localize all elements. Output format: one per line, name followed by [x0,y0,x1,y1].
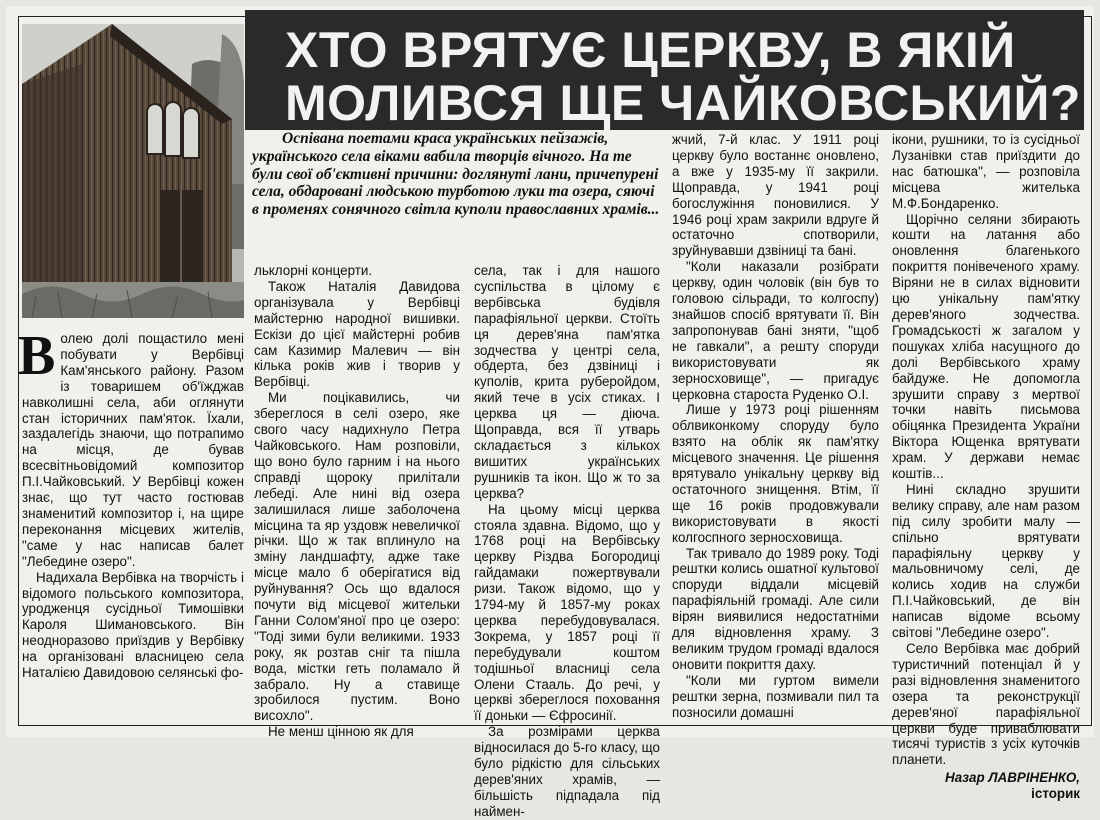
column-2-paragraph-1: льклорні концерти. [254,263,373,278]
column-3-paragraph-3: За розмірами церква відносилася до 5-го класу, що було рідкістю для сільських дерев'яних храмів, — більшість підпадала під наймен- [474,724,660,819]
column-2-paragraph-3: Ми поцікавились, чи збереглося в селі озеро, яке свого часу надихнуло Петра Чайковського. Нам розповіли, що воно було гарним і на нього справді щороку прилітали лебеді. Але нині від озера залишилася лише заболочена місцина та яр уздовж невеличкої річки. Що ж так вплинуло на зміну ландшафту, адже таке місце мало б оберігатися від руйнування? Ось що вдалося почути від місцевої жительки Ганни Солом'яної про це озеро: "Тоді зими були великими. 1933 року, як розтав сніг та пішла вода, містки геть поламало й забрало. Ну а ставище зробилося пустим. Воно висохло". [254,390,460,724]
wooden-church-photo [22,24,244,318]
column-4-paragraph-5: "Коли ми гуртом вимели рештки зерна, позмивали пил та позносили домашні [672,672,879,720]
column-4-paragraph-2: "Коли наказали розібрати церкву, один чоловік (він був то головою сільради, то колгоспу) знайшов спосіб врятувати її. Він запропонував бані зняти, "щоб не гавкали", а решту споруди використовувати як зерносховище", — пригадує церковна староста Руденко О.І. [672,259,879,402]
column-4-paragraph-3: Лише у 1973 році рішенням облвиконкому споруду було взято на облік як пам'ятку місцевого значення. Це рішення врятувало унікальну церкву від остаточного знищення. Втім, її ще 16 років продовжували використовувати в якості колгоспного зерносховища. [672,402,879,545]
drop-cap: В [18,325,56,387]
column-5-paragraph-1: ікони, рушники, то із сусідньої Лузанівки став приїздити до нас батюшка", — розповіла місцева жителька М.Ф.Бондаренко. [892,132,1080,211]
column-3 [474,263,660,820]
column-4 [672,132,879,721]
headline-line-1: ХТО ВРЯТУЄ ЦЕРКВУ, В ЯКІЙ [285,22,1016,78]
column-5-paragraph-2: Щорічно селяни збирають кошти на латання або оновлення благенького покриття понівеченого храму. Віряни не в силах відновити цю унікальну пам'ятку дерев'яного зодчества. Громадськості ж загалом у пошуках хліба насущного до долі Вербівського храму байдуже. Не допомогла зрушити справу з мертвої точки навіть письмова обіцянка Президента України Віктора Ющенка врятувати храм. У держави немає коштів... [892,211,1080,482]
column-5 [892,132,1080,801]
headline-line-2: МОЛИВСЯ ЩЕ ЧАЙКОВСЬКИЙ? [285,75,1081,131]
column-4-paragraph-4: Так тривало до 1989 року. Тоді рештки колись ошатної культової споруди віддали місцевій парафіяльній громаді. Але сили вірян виявилися недостатніми для відновлення храму. З великим трудом громаді вдалося оновити покриття даху. [672,545,879,672]
author-title: історик [1031,786,1080,802]
column-5-paragraph-4: Село Вербівка має добрий туристичний потенціал й у разі відновлення знаменитого озера та реконструкції дерев'яної парафіяльної церкви буде приваблювати тисячі туристів з усіх куточків планети. [892,641,1080,768]
column-1 [18,325,244,681]
lead-paragraph: Оспівана поетами краса українських пейзажів, українського села віками вабила творців вічного. На те були свої об'єктивні причини: доглянуті лани, причепурені села, обдаровані людською турботою луки та озера, сяючі в променях сонячного світла куполи православних храмів... [252,130,660,219]
church-photo [22,24,244,318]
column-3-paragraph-2: На цьому місці церква стояла здавна. Відомо, що у 1768 році на Вербівську церкву Різдва Богородиці гайдамаки пожертвували ризи. Також відомо, що у 1794-му й 1857-му роках церква перебудовувалася. Зокрема, у 1857 році її перебудували коштом тодішньої власниці села Олени Стааль. До речі, у церкві збереглося поховання її доньки — Єфросинії. [474,501,660,724]
column-5-paragraph-3: Нині складно зрушити велику справу, але нам разом під силу зробити малу — спільно врятувати парафіяльну церкву у мальовничому селі, де колись ходив на служби П.І.Чайковський, де він написав відоме всьому світові "Лебедине озеро". [892,481,1080,641]
column-3-paragraph-1: села, так і для нашого суспільства в цілому є вербівська будівля парафіяльної церкви. Стоїть ця дерев'яна пам'ятка зодчества у центрі села, обдерта, без дзвіниці і куполів, крита руберойдом, який тече в усіх стиках. І церква ця — діюча. Щоправда, вся її утварь складається з кількох вишитих українських рушників та ікон. Що ж то за церква? [474,263,660,501]
column-4-paragraph-1: жчий, 7-й клас. У 1911 році церкву було востаннє оновлено, а вже у 1935-му її закрили. Щоправда, у 1941 році богослужіння поновилися. У 1946 році храм закрили вдруге й остаточно спотворили, зруйнувавши дзвіниці та бані. [672,132,879,259]
author-signature: Назар ЛАВРІНЕНКО, [945,770,1080,786]
column-2-paragraph-2: Також Наталія Давидова організувала у Вербівці майстерню народної вишивки. Ескізи до цієї майстерні робив сам Казимир Малевич — він кілька років жив і творив у Вербівці. [254,278,460,390]
column-2-paragraph-4: Не менш цінною як для [268,724,414,740]
column-1-paragraph-1: Волею долі пощастило мені побувати у Вербівці Кам'янського району. Разом із товаришем об'їжджав навколишні села, аби оглянути стан історичних пам'яток. Їхали, заздалегідь знаючи, що потрапимо на місця, де бував всесвітньовідомий композитор П.І.Чайковський. У Вербівці кожен знає, що тут часто гостював знаменитий композитор і, на щире переконання місцевих жителів, "саме у нас написав балет "Лебедине озеро". [18,325,244,569]
column-2 [254,263,460,740]
headline-banner [245,10,1084,130]
column-1-paragraph-2: Надихала Вербівка на творчість і відомого польського композитора, уродженця сусідньої Тимошівки Кароля Шимановського. Він неодноразово приїздив у Вербівку на організовані власницею села Наталією Давидовою селянські фо- [22,569,244,681]
